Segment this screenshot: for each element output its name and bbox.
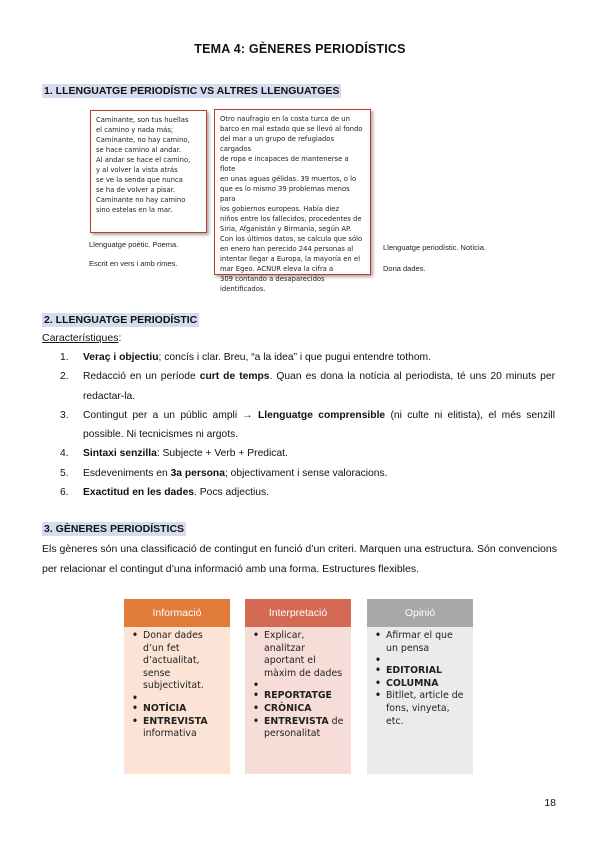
genre-item: • ENTREVISTA de personalitat	[253, 716, 345, 741]
genre-item: • CRÒNICA	[253, 703, 345, 716]
genre-item: • ENTREVISTA informativa	[132, 716, 224, 741]
list-item: 5. Esdeveniments en 3a persona; objectivament i sense valoracions.	[60, 467, 388, 479]
card-title: Interpretació	[245, 599, 351, 627]
news-caption: Llenguatge periodístic. Notícia.	[383, 243, 486, 252]
news-line: 309 contando a desaparecidos	[220, 275, 325, 283]
card-title: Informació	[124, 599, 230, 627]
list-item: 2. Redacció en un període curt de temps. Quan es dona la notícia al periodista, té uns 20 minuts per redactar-la.	[60, 371, 556, 402]
poem-caption: Llenguatge poètic. Poema.	[89, 240, 179, 249]
poem-line: se ha de volver a pisar.	[96, 186, 175, 194]
characteristics-label: Característiques:	[42, 332, 122, 344]
poem-line: Caminante, son tus huellas	[96, 116, 189, 124]
news-line: intentar llegar a Europa, la mayoría en el	[220, 255, 360, 263]
poem-line: se hace camino al andar.	[96, 146, 181, 154]
news-line: mar Egeo. ACNUR eleva la cifra a	[220, 265, 334, 273]
news-line: niños entre los fallecidos, procedentes de	[220, 215, 362, 223]
poem-line: Caminante no hay camino	[96, 196, 186, 204]
card-opinio	[367, 599, 473, 774]
poem-line: sino estelas en la mar.	[96, 206, 173, 214]
genre-item: • EDITORIAL	[375, 665, 467, 678]
characteristics-list	[60, 348, 555, 502]
news-line: en enero han perecido 244 personas al	[220, 245, 354, 253]
genre-item: • Bitllet, article de fons, vinyeta, etc.	[375, 690, 467, 728]
news-line: del mar a un grupo de refugiados cargados	[220, 135, 335, 153]
news-line: identificados.	[220, 285, 266, 293]
genres-paragraph: Els gèneres són una classificació de contingut en funció d’un criteri. Marquen una estructura. Són convencions per relacionar el contingut d’una informació amb una forma. Estructures flexibles.	[42, 543, 557, 575]
section-1-heading: 1. LLENGUATGE PERIODÍSTIC VS ALTRES LLENGUATGES	[44, 85, 340, 97]
card-interpretacio	[245, 599, 351, 774]
poem-line: se ve la senda que nunca	[96, 176, 183, 184]
section-3-heading: 3. GÈNERES PERIODÍSTICS	[44, 523, 185, 535]
list-item: 3. Contingut per a un públic ampli → Llenguatge comprensible (ni culte ni elitista), el més senzill possible. Ni tecnicismes ni argots.	[60, 409, 555, 441]
news-box	[214, 109, 371, 293]
poem-line: el camino y nada más;	[96, 126, 174, 134]
list-item: 4. Sintaxi senzilla: Subjecte + Verb + Predicat.	[60, 448, 288, 460]
news-line: Siria, Afganistán y Birmania, según AP.	[220, 225, 352, 233]
genre-item: • NOTÍCIA	[132, 703, 224, 716]
section-2-heading: 2. LLENGUATGE PERIODÍSTIC	[44, 314, 198, 326]
genre-item: • REPORTATGE	[253, 690, 345, 703]
news-line: Con los últimos datos, se calcula que sólo	[220, 235, 363, 243]
page-number: 18	[544, 797, 556, 809]
news-line: barco en mal estado que se llevó al fondo	[220, 125, 363, 133]
card-desc: • Afirmar el que un pensa	[375, 630, 467, 655]
card-desc: • Donar dades d’un fet d’actualitat, sense subjectivitat.	[132, 630, 224, 693]
list-item: 1. Veraç i objectiu; concís i clar. Breu, “a la idea” i que pugui entendre tothom.	[60, 352, 431, 363]
poem-line: Caminante, no hay camino,	[96, 136, 190, 144]
news-line: los gobiernos europeos. Había diez	[220, 205, 340, 213]
poem-line: y al volver la vista atrás	[96, 166, 178, 174]
card-desc: • Explicar, analitzar aportant el màxim de dades	[253, 630, 345, 680]
poem-box	[90, 110, 207, 233]
list-item: 6. Exactitud en les dades. Pocs adjectius.	[60, 487, 270, 499]
news-line: de ropa e incapaces de mantenerse a flote	[220, 155, 349, 173]
news-line: Otro naufragio en la costa turca de un	[220, 115, 350, 123]
poem-line: Al andar se hace el camino,	[96, 156, 191, 164]
news-caption-detail: Dona dades.	[383, 264, 426, 273]
news-line: en unas aguas gélidas. 39 muertos, o lo	[220, 175, 357, 183]
card-informacio	[124, 599, 230, 774]
genre-item: • COLUMNA	[375, 678, 467, 691]
page-title: TEMA 4: GÈNERES PERIODÍSTICS	[194, 42, 406, 56]
card-title: Opinió	[367, 599, 473, 627]
news-line: que es lo mismo 39 problemas menos para	[220, 185, 350, 203]
poem-caption-detail: Escrit en vers i amb rimes.	[89, 259, 178, 268]
